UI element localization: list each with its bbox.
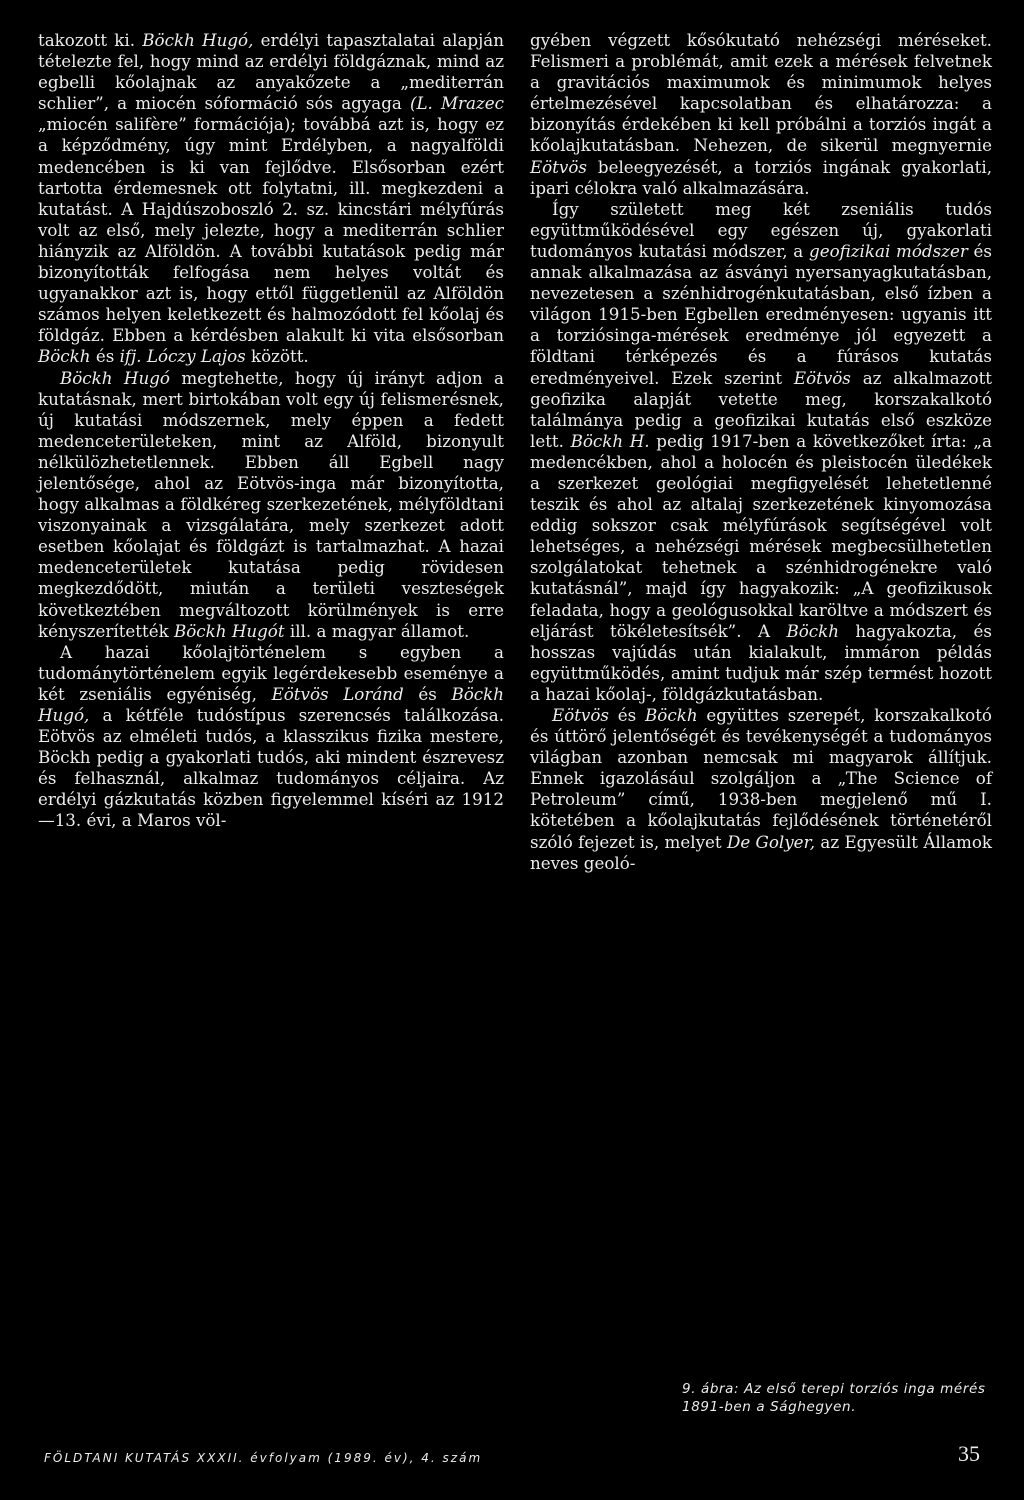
paragraph	[530, 705, 992, 874]
text-run: és	[608, 705, 646, 725]
figure-caption	[682, 1380, 1002, 1416]
italic-text-run: De Golyer,	[726, 831, 816, 852]
paragraph	[38, 30, 504, 368]
italic-text-run: Böckh	[38, 346, 91, 367]
italic-text-run: Böckh	[786, 620, 839, 641]
italic-text-run: Eötvös	[552, 705, 609, 725]
text-run: és	[403, 683, 452, 704]
page-number: 35	[958, 1441, 980, 1466]
text-run: erdélyi tapasztalatai alapján tételezte fel, hogy mind az erdélyi földgáznak, mind az egbelli kőolajnak az anyakőzete a „mediterrán schlier”, a miocén sóformáció sós agyaga	[38, 30, 504, 114]
italic-text-run: Böckh	[645, 705, 698, 725]
text-run: az alkalmazott geofizika alapját vetette meg, korszakalkotó találmánya pedig a geofizikai kutatás első eszköze lett.	[530, 367, 992, 451]
text-run: együttes szerepét, korszakalkotó és úttörő jelentőségét és tevékenységét a tudományos világban azonban nemcsak mi magyarok állítjuk. Ennek igazolásául szolgáljon a „The Science of Petroleum” című, 1938-ben megjelenő mű I. kötetében a kőolajkutatás fejlődésének történetéről szóló fejezet is, melyet	[530, 705, 992, 852]
text-run: takozott ki.	[38, 30, 143, 50]
figure-caption-text: 9. ábra: Az első terepi torziós inga mérés 1891-ben a Sághegyen.	[682, 1381, 986, 1415]
paragraph	[530, 30, 992, 199]
text-run: a kétféle tudóstípus szerencsés találkozása. Eötvös az elméleti tudós, a klasszikus fizika mestere, Böckh pedig a gyakorlati tudós, aki mindent észrevesz és felhasznál, alkalmaz tudományos céljaira. Az erdélyi gázkutatás közben figyelemmel kíséri az 1912—13. évi, a Maros völ-	[38, 705, 504, 831]
text-run: pedig 1917-ben a következőket írta: „a medencékben, ahol a holocén és pleistocén üledékek a szerkezet geológiai megfigyelését lehetetlenné teszik és ahol az altalaj szerkezetének kinyomozása eddig sokszor csak mélyfúrások segítségével volt lehetséges, a nehézségi mérések megbecsülhetetlen szolgálatokat tehetnek a szénhidrogénekre való kutatásnál”, majd így hagyakozik: „A geofizikusok feladata, hogy a geológusokkal karöltve a módszert és eljárást tökéletesítsék”. A	[530, 430, 992, 641]
paragraph	[530, 199, 992, 705]
text-run: Így született meg két zseniális tudós együttműködésével egy egészen új, gyakorlati tudományos kutatási módszer, a	[530, 198, 992, 261]
italic-text-run: geofizikai módszer	[809, 240, 968, 261]
italic-text-run: Eötvös Loránd	[271, 683, 404, 704]
italic-text-run: Eötvös	[793, 367, 851, 388]
text-run: beleegyezését, a torziós ingának gyakorlati, ipari célokra való alkalmazására.	[530, 156, 992, 198]
italic-text-run: Böckh Hugó,	[38, 683, 504, 725]
italic-text-run: Eötvös	[530, 156, 587, 177]
text-run: és	[90, 346, 120, 367]
text-run: az Egyesült Államok neves geoló-	[530, 831, 992, 873]
paragraph	[38, 642, 504, 832]
italic-text-run: Böckh Hugó	[60, 367, 170, 388]
text-run: között.	[245, 346, 309, 367]
text-run: gyében végzett kősókutató nehézségi méréseket. Felismeri a problémát, amit ezek a mérések felvetnek a gravitációs maximumok és minimumok helyes értelmezésével kapcsolatban és elhatározza: a bizonyítás érdekében ki kell próbálni a torziós ingát a kőolajkutatásban. Nehezen, de sikerül megnyernie	[530, 30, 992, 156]
right-text-column	[530, 30, 992, 874]
italic-text-run: Böckh Hugót	[174, 620, 285, 641]
left-text-column	[38, 30, 504, 832]
paragraph	[38, 368, 504, 642]
italic-text-run: Böckh Hugó,	[142, 30, 254, 50]
italic-text-run: (L. Mrazec	[409, 93, 504, 114]
italic-text-run: Böckh H.	[570, 430, 650, 451]
text-run: és annak alkalmazása az ásványi nyersanyagkutatásban, nevezetesen a szénhidrogénkutatásban, első ízben a világon 1915-ben Egbellen eredményesen: ugyanis itt a torziósinga-mérések eredménye jól egyezett a földtani térképezés és a fúrásos kutatás eredményeivel. Ezek szerint	[530, 240, 992, 388]
italic-text-run: ifj. Lóczy Lajos	[119, 346, 246, 367]
text-run: ill. a magyar államot.	[284, 620, 470, 641]
journal-footer: FÖLDTANI KUTATÁS XXXII. évfolyam (1989. év), 4. szám	[44, 1451, 483, 1465]
text-run: hagyakozta, és hosszas vajúdás után kialakult, immáron példás együttműködés, amint tudjuk már szép termést hozott a hazai kőolaj-, földgázkutatásban.	[530, 620, 992, 704]
text-run: A hazai kőolajtörténelem s egyben a tudománytörténelem egyik legérdekesebb eseménye a két zseniális egyéniség,	[38, 641, 504, 704]
text-run: „miocén salifère” formációja); továbbá azt is, hogy ez a képződmény, úgy mint Erdélyben, a nagyalföldi medencében is ki van fejlődve. Elsősorban ezért tartotta érdemesnek ott folytatni, ill. megkezdeni a kutatást. A Hajdúszoboszló 2. sz. kincstári mélyfúrás volt az első, mely jelezte, hogy a mediterrán schlier hiányzik az Alföldön. A további kutatások pedig már bizonyították felfogása nem helyes voltát és ugyanakkor azt is, hogy ettől függetlenül az Alföldön számos helyen keletkezett és halmozódott fel kőolaj és földgáz. Ebben a kérdésben alakult ki vita elsősorban	[38, 114, 504, 346]
text-run: megtehette, hogy új irányt adjon a kutatásnak, mert birtokában volt egy új felismerésnek, új kutatási módszernek, mely éppen a fedett medenceterületeken, mint az Alföld, bizonyult nélkülözhetetlennek. Ebben áll Egbell nagy jelentősége, ahol az Eötvös-inga már bizonyította, hogy alkalmas a földkéreg szerkezetének, mélyföldtani viszonyainak a vizsgálatára, mely szerkezet adott esetben kőolajat és földgázt is tartalmazhat. A hazai medenceterületek kutatása pedig rövidesen megkezdődött, miután a területi veszteségek következtében megváltozott körülmények is erre kényszerítették	[38, 367, 504, 641]
